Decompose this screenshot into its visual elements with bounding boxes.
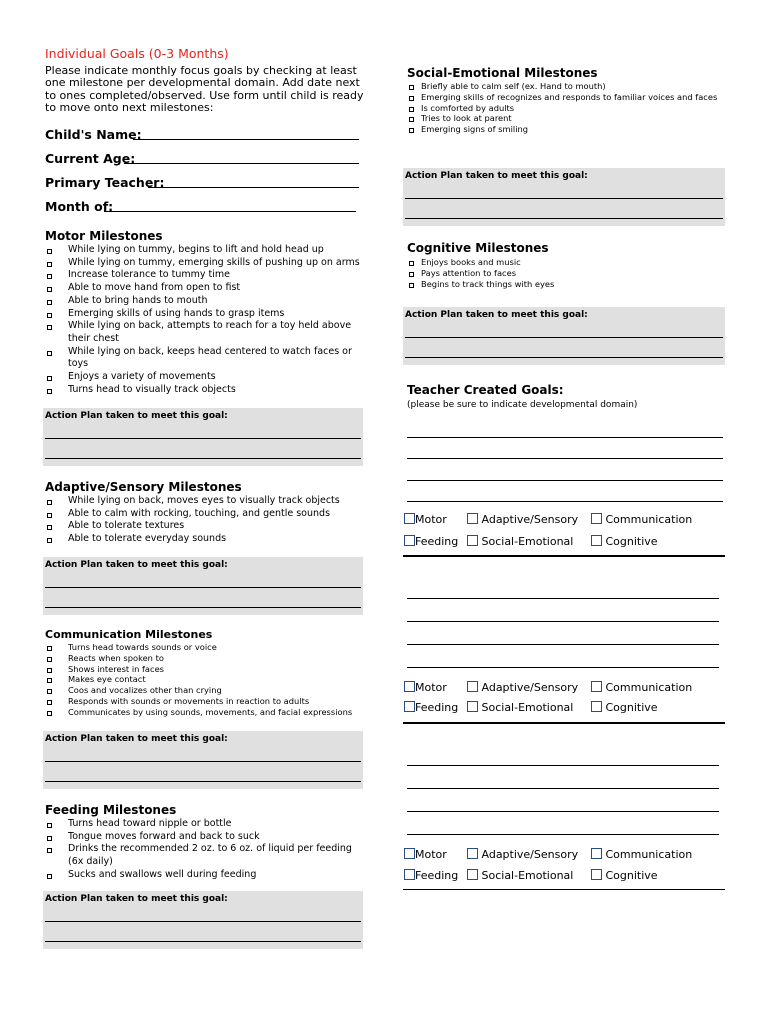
checkbox-icon[interactable] (404, 701, 415, 712)
goal-line[interactable] (407, 765, 719, 766)
checkbox-icon[interactable] (591, 701, 602, 712)
instructions-text: Please indicate monthly focus goals by checking at least one milestone per developmental domain. Add date next to ones completed/observed. Use form until child is ready to move onto next milestones: (45, 64, 364, 114)
teacher-goals-heading: Teacher Created Goals: (407, 383, 564, 397)
goal-separator (403, 555, 725, 557)
feeding-milestones-heading: Feeding Milestones (45, 803, 177, 817)
checkbox-icon[interactable] (467, 513, 478, 524)
feeding-milestone-item[interactable]: Sucks and swallows well during feeding (45, 869, 370, 882)
social-emotional-action-plan (403, 168, 725, 226)
cognitive-milestone-item[interactable]: Enjoys books and music (407, 257, 727, 268)
social-emotional-milestones-heading: Social-Emotional Milestones (407, 66, 598, 80)
communication-milestone-item[interactable]: Turns head towards sounds or voice (45, 642, 370, 653)
social-emotional-checkbox[interactable]: Social-Emotional (467, 535, 573, 548)
action-plan-label: Action Plan taken to meet this goal: (45, 734, 228, 744)
action-plan-line[interactable] (45, 941, 361, 942)
checkbox-icon[interactable] (467, 869, 478, 880)
communication-checkbox[interactable]: Communication (591, 681, 692, 694)
social-emotional-checkbox[interactable]: Social-Emotional (467, 869, 573, 882)
social-emotional-milestones-list (407, 81, 727, 135)
current-age-field[interactable] (124, 163, 359, 164)
adaptive-sensory-checkbox[interactable]: Adaptive/Sensory (467, 848, 578, 861)
page-title: Individual Goals (0-3 Months) (45, 46, 229, 61)
action-plan-label: Action Plan taken to meet this goal: (45, 560, 228, 570)
motor-milestone-item[interactable]: Increase tolerance to tummy time (45, 269, 370, 282)
social-emotional-milestone-item[interactable]: Emerging skills of recognizes and responds to familiar voices and faces (407, 92, 727, 103)
adaptive-sensory-checkbox[interactable]: Adaptive/Sensory (467, 513, 578, 526)
goal-line[interactable] (407, 437, 723, 438)
adaptive-milestone-item[interactable]: While lying on back, moves eyes to visually track objects (45, 495, 370, 508)
checkbox-icon[interactable] (467, 681, 478, 692)
cognitive-checkbox[interactable]: Cognitive (591, 535, 658, 548)
social-emotional-milestone-item[interactable]: Tries to look at parent (407, 113, 727, 124)
motor-milestone-item[interactable]: While lying on back, keeps head centered to watch faces or toys (45, 346, 370, 371)
cognitive-checkbox[interactable]: Cognitive (591, 869, 658, 882)
goal-line[interactable] (407, 480, 723, 481)
checkbox-icon[interactable] (404, 869, 415, 880)
month-of-label: Month of: (45, 199, 114, 214)
motor-milestones-heading: Motor Milestones (45, 229, 163, 243)
cognitive-checkbox[interactable]: Cognitive (591, 701, 658, 714)
communication-milestone-item[interactable]: Shows interest in faces (45, 664, 370, 675)
goal-separator (403, 889, 725, 890)
checkbox-icon[interactable] (591, 535, 602, 546)
communication-milestone-item[interactable]: Communicates by using sounds, movements, and facial expressions (45, 707, 370, 718)
social-emotional-checkbox[interactable]: Social-Emotional (467, 701, 573, 714)
action-plan-label: Action Plan taken to meet this goal: (405, 171, 588, 181)
goal-line[interactable] (407, 598, 719, 599)
motor-milestone-item[interactable]: Enjoys a variety of movements (45, 371, 370, 384)
communication-action-plan (43, 731, 363, 789)
feeding-checkbox[interactable]: Feeding (404, 535, 458, 548)
cognitive-milestone-item[interactable]: Begins to track things with eyes (407, 279, 727, 290)
action-plan-line[interactable] (405, 357, 723, 358)
goal-separator (403, 722, 725, 724)
goal-line[interactable] (407, 811, 719, 812)
cognitive-action-plan (403, 307, 725, 365)
action-plan-line[interactable] (45, 607, 361, 608)
adaptive-sensory-checkbox[interactable]: Adaptive/Sensory (467, 681, 578, 694)
action-plan-line[interactable] (45, 761, 361, 762)
social-emotional-milestone-item[interactable]: Is comforted by adults (407, 103, 727, 114)
action-plan-label: Action Plan taken to meet this goal: (405, 310, 588, 320)
feeding-milestone-item[interactable]: Drinks the recommended 2 oz. to 6 oz. of liquid per feeding (6x daily) (45, 843, 370, 868)
cognitive-milestones-heading: Cognitive Milestones (407, 241, 549, 255)
action-plan-line[interactable] (45, 781, 361, 782)
cognitive-milestone-item[interactable]: Pays attention to faces (407, 268, 727, 279)
communication-milestone-item[interactable]: Reacts when spoken to (45, 653, 370, 664)
checkbox-icon[interactable] (591, 681, 602, 692)
feeding-milestone-item[interactable]: Tongue moves forward and back to suck (45, 831, 370, 844)
teacher-goals-subheading: (please be sure to indicate developmental domain) (407, 400, 638, 410)
primary-teacher-field[interactable] (148, 187, 359, 188)
adaptive-milestones-list (45, 495, 370, 546)
current-age-label: Current Age: (45, 151, 136, 166)
goal-line[interactable] (407, 501, 723, 502)
action-plan-line[interactable] (45, 921, 361, 922)
motor-milestone-item[interactable]: While lying on tummy, begins to lift and hold head up (45, 244, 370, 257)
feeding-checkbox[interactable]: Feeding (404, 701, 458, 714)
child-name-field[interactable] (133, 139, 359, 140)
adaptive-milestone-item[interactable]: Able to tolerate everyday sounds (45, 533, 370, 546)
communication-checkbox[interactable]: Communication (591, 513, 692, 526)
action-plan-line[interactable] (405, 218, 723, 219)
motor-milestone-item[interactable]: Able to move hand from open to fist (45, 282, 370, 295)
communication-milestone-item[interactable]: Responds with sounds or movements in reaction to adults (45, 696, 370, 707)
goal-line[interactable] (407, 788, 719, 789)
goal-line[interactable] (407, 667, 719, 668)
action-plan-line[interactable] (405, 337, 723, 338)
checkbox-icon[interactable] (467, 701, 478, 712)
cognitive-milestones-list (407, 257, 727, 289)
motor-milestone-item[interactable]: Turns head to visually track objects (45, 384, 370, 397)
motor-checkbox[interactable]: Motor (404, 681, 447, 694)
motor-milestone-item[interactable]: Able to bring hands to mouth (45, 295, 370, 308)
action-plan-label: Action Plan taken to meet this goal: (45, 411, 228, 421)
adaptive-milestone-item[interactable]: Able to tolerate textures (45, 520, 370, 533)
goal-line[interactable] (407, 458, 723, 459)
communication-milestones-heading: Communication Milestones (45, 628, 213, 641)
action-plan-line[interactable] (45, 438, 361, 439)
motor-checkbox[interactable]: Motor (404, 513, 447, 526)
social-emotional-milestone-item[interactable]: Emerging signs of smiling (407, 124, 727, 135)
adaptive-milestone-item[interactable]: Able to calm with rocking, touching, and gentle sounds (45, 508, 370, 521)
communication-milestones-list (45, 642, 370, 718)
motor-action-plan (43, 408, 363, 466)
action-plan-line[interactable] (45, 587, 361, 588)
checkbox-icon[interactable] (467, 848, 478, 859)
checkbox-icon[interactable] (404, 513, 415, 524)
motor-checkbox[interactable]: Motor (404, 848, 447, 861)
primary-teacher-label: Primary Teacher: (45, 175, 165, 190)
motor-milestone-item[interactable]: Emerging skills of using hands to grasp items (45, 308, 370, 321)
goal-line[interactable] (407, 621, 719, 622)
checkbox-icon[interactable] (467, 535, 478, 546)
checkbox-icon[interactable] (591, 848, 602, 859)
checkbox-icon[interactable] (404, 535, 415, 546)
goal-line[interactable] (407, 834, 719, 835)
checkbox-icon[interactable] (404, 848, 415, 859)
action-plan-label: Action Plan taken to meet this goal: (45, 894, 228, 904)
child-name-label: Child's Name: (45, 127, 142, 142)
feeding-checkbox[interactable]: Feeding (404, 869, 458, 882)
motor-milestone-item[interactable]: While lying on back, attempts to reach for a toy held above their chest (45, 320, 370, 345)
communication-milestone-item[interactable]: Makes eye contact (45, 674, 370, 685)
feeding-milestone-item[interactable]: Turns head toward nipple or bottle (45, 818, 370, 831)
motor-milestones-list (45, 244, 370, 396)
action-plan-line[interactable] (45, 458, 361, 459)
checkbox-icon[interactable] (591, 869, 602, 880)
motor-milestone-item[interactable]: While lying on tummy, emerging skills of pushing up on arms (45, 257, 370, 270)
action-plan-line[interactable] (405, 198, 723, 199)
checkbox-icon[interactable] (591, 513, 602, 524)
feeding-action-plan (43, 891, 363, 949)
month-of-field[interactable] (104, 211, 356, 212)
goal-line[interactable] (407, 644, 719, 645)
feeding-milestones-list (45, 818, 370, 882)
communication-milestone-item[interactable]: Coos and vocalizes other than crying (45, 685, 370, 696)
communication-checkbox[interactable]: Communication (591, 848, 692, 861)
adaptive-milestones-heading: Adaptive/Sensory Milestones (45, 480, 242, 494)
social-emotional-milestone-item[interactable]: Briefly able to calm self (ex. Hand to mouth) (407, 81, 727, 92)
adaptive-action-plan (43, 557, 363, 615)
checkbox-icon[interactable] (404, 681, 415, 692)
